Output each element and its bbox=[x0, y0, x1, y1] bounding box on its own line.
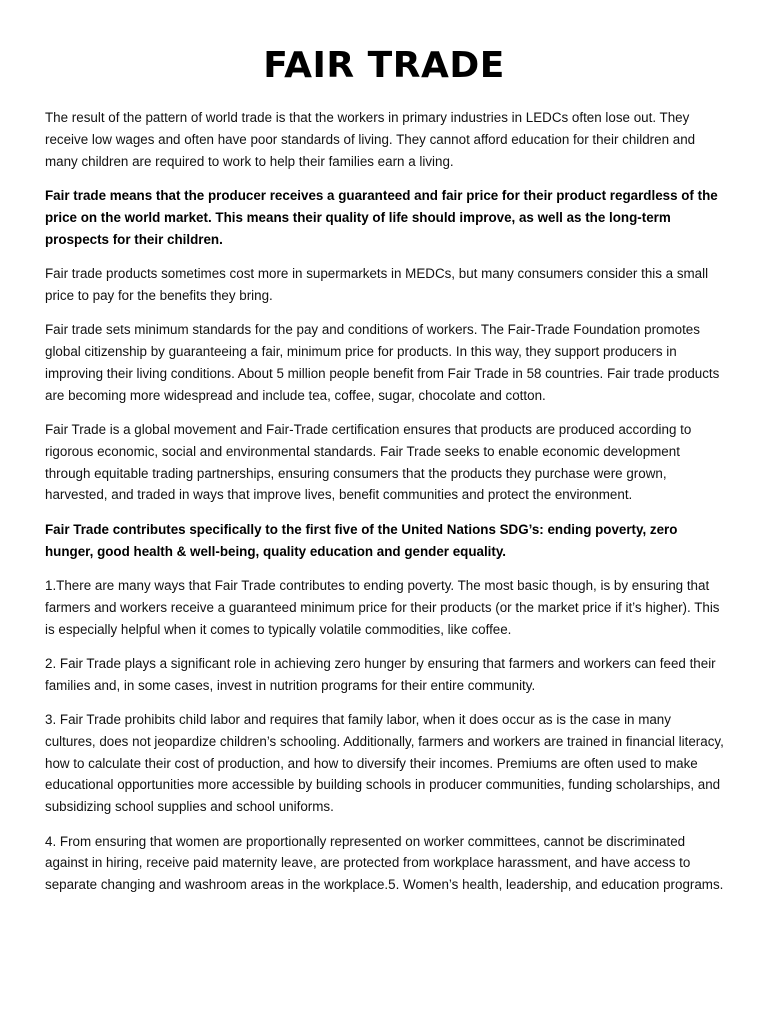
paragraph-movement: Fair Trade is a global movement and Fair-Trade certification ensures that products are produced according to rigorous economic, social and environmental standards. Fair Trade seeks to enable economic development through equitable trading partnerships, ensuring consumers that the products they purchase were grown, harvested, and traded in ways that improve lives, benefit communities and protect the environment. bbox=[45, 421, 692, 503]
paragraph-definition: Fair trade means that the producer receives a guaranteed and fair price for their product regardless of the price on the world market. This means their quality of life should improve, as well as the long-term prospects for their children. bbox=[45, 187, 718, 247]
paragraph-standards: Fair trade sets minimum standards for the pay and conditions of workers. The Fair-Trade Foundation promotes global citizenship by guaranteeing a fair, minimum price for products. In this way, they support producers in improving their living conditions. About 5 million people benefit from Fair Trade in 58 countries. Fair trade products are becoming more widespread and include tea, coffee, sugar, chocolate and cotton. bbox=[45, 322, 720, 403]
document-title: FAIR TRADE bbox=[263, 45, 505, 86]
paragraph-poverty: 1.There are many ways that Fair Trade contributes to ending poverty. The most basic though, is by ensuring that farmers and workers receive a guaranteed minimum price for their products (or the market price if it’s higher). This is especially helpful when it comes to typically volatile commodities, like coffee. bbox=[45, 577, 720, 637]
paragraph-hunger: 2. Fair Trade plays a significant role in achieving zero hunger by ensuring that farmers and workers can feed their families and, in some cases, invest in nutrition programs for their entire community. bbox=[45, 655, 716, 693]
paragraph-cost: Fair trade products sometimes cost more in supermarkets in MEDCs, but many consumers consider this a small price to pay for the benefits they bring. bbox=[45, 265, 709, 303]
paragraph-sdgs: Fair Trade contributes specifically to the first five of the United Nations SDG’s: ending poverty, zero hunger, good health & well-being, quality education and gender equality. bbox=[45, 521, 678, 559]
paragraph-education: 3. Fair Trade prohibits child labor and requires that family labor, when it does occur as is the case in many cultures, does not jeopardize children’s schooling. Additionally, farmers and workers are trained in financial literacy, how to calculate their cost of production, and how to diversify their incomes. Premiums are often used to make educational opportunities more accessible by building schools in producer communities, funding scholarships, and subsidizing school supplies and school uniforms. bbox=[45, 712, 724, 815]
paragraph-intro: The result of the pattern of world trade is that the workers in primary industries in LEDCs often lose out. They receive low wages and often have poor standards of living. They cannot afford education for their children and many children are required to work to help their families earn a living. bbox=[45, 110, 696, 169]
paragraph-gender-equality: 4. From ensuring that women are proportionally represented on worker committees, cannot be discriminated against in hiring, receive paid maternity leave, are protected from workplace harassment, and have access to separate changing and washroom areas in the workplace.5. Women’s health, leadership, and education programs. bbox=[45, 833, 724, 893]
document-body bbox=[45, 107, 725, 909]
